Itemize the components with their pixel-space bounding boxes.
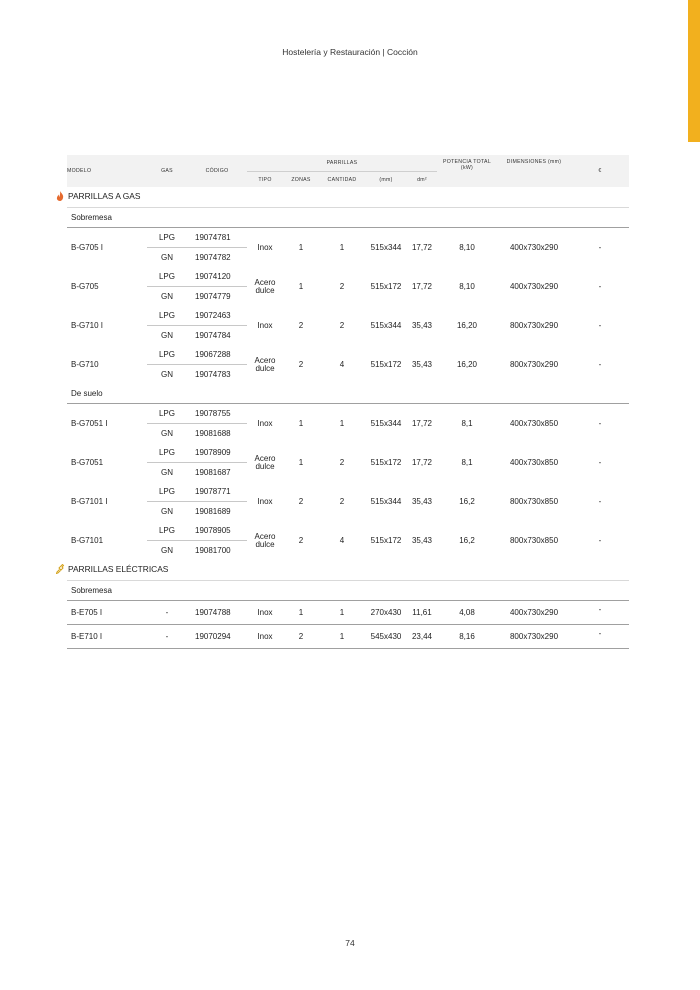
dimensions: 800x730x850 (509, 536, 559, 545)
grill-type: Inox (257, 418, 273, 428)
grill-quantity: 2 (339, 497, 345, 506)
grill-quantity: 2 (339, 458, 345, 467)
gas-section-heading (67, 187, 629, 208)
grill-quantity: 1 (319, 625, 365, 649)
model-name: B-G705 (71, 282, 99, 291)
total-power: 4,08 (437, 601, 497, 625)
gas-type-gn: GN (161, 546, 173, 555)
gas-type-gn: GN (161, 253, 173, 262)
subsection-row (67, 384, 629, 404)
col-header-modelo: MODELO (67, 155, 147, 187)
zones-count: 2 (298, 321, 304, 330)
price: - (598, 243, 602, 252)
grill-area-dm2: 17,72 (411, 243, 433, 252)
gas-type: - (147, 601, 187, 625)
dimensions: 400x730x290 (509, 243, 559, 252)
gas-type-lpg: LPG (147, 482, 187, 502)
product-code-gn: 19074779 (195, 292, 231, 301)
grill-quantity: 4 (339, 536, 345, 545)
gas-type-lpg: LPG (147, 267, 187, 287)
subsection-row (67, 208, 629, 228)
product-code-lpg: 19074120 (187, 267, 247, 287)
plug-icon (56, 564, 68, 576)
table-row (67, 404, 629, 424)
subsection-row-label: De suelo (67, 384, 629, 404)
price: - (598, 458, 602, 467)
col-header-zonas: ZONAS (283, 172, 319, 188)
col-header-parrillas: PARRILLAS (247, 155, 437, 172)
gas-type-gn: GN (161, 429, 173, 438)
grill-size-mm: 270x430 (365, 601, 407, 625)
gas-type: - (147, 625, 187, 649)
col-header-dimensiones: DIMENSIONES (mm) (497, 155, 571, 187)
table-row (67, 228, 629, 248)
grill-quantity: 1 (319, 601, 365, 625)
table-row (67, 482, 629, 502)
price: - (571, 625, 629, 649)
chapter-tab-marker (688, 0, 700, 142)
grill-type: Inox (247, 601, 283, 625)
model-name: B-E705 I (67, 601, 147, 625)
page-number: 74 (345, 938, 355, 948)
page-header-title: Hostelería y Restauración | Cocción (282, 47, 418, 57)
grill-spec-table (67, 155, 629, 649)
total-power: 16,2 (459, 497, 475, 506)
product-code-gn: 19074782 (195, 253, 231, 262)
electric-section-heading-title: PARRILLAS ELÉCTRICAS (68, 564, 169, 575)
gas-type-gn: GN (161, 331, 173, 340)
gas-type-gn: GN (161, 292, 173, 301)
price: - (598, 419, 602, 428)
col-header-dm2: dm² (407, 172, 437, 188)
zones-count: 2 (298, 536, 304, 545)
model-name: B-G705 I (71, 243, 104, 252)
grill-type: Acero dulce (254, 277, 276, 295)
col-header-mm: (mm) (365, 172, 407, 188)
dimensions: 400x730x850 (509, 458, 559, 467)
gas-type-lpg: LPG (147, 443, 187, 463)
total-power: 8,16 (437, 625, 497, 649)
dimensions: 800x730x290 (509, 321, 559, 330)
subsection-row (67, 581, 629, 601)
gas-type-gn: GN (161, 468, 173, 477)
grill-quantity: 4 (339, 360, 345, 369)
grill-area-dm2: 35,43 (411, 321, 433, 330)
grill-size-mm: 515x172 (370, 536, 402, 545)
gas-type-lpg: LPG (147, 404, 187, 424)
product-code-gn: 19081688 (195, 429, 231, 438)
grill-type: Inox (257, 320, 273, 330)
gas-type-lpg: LPG (147, 521, 187, 541)
gas-type-lpg: LPG (147, 306, 187, 326)
table-row (67, 443, 629, 463)
grill-area-dm2: 11,61 (407, 601, 437, 625)
product-code-gn: 19081700 (195, 546, 231, 555)
col-header-euro: € (571, 155, 629, 187)
grill-type: Inox (257, 242, 273, 252)
dimensions: 800x730x290 (509, 360, 559, 369)
product-code-gn: 19074784 (195, 331, 231, 340)
price: - (598, 282, 602, 291)
grill-size-mm: 515x344 (370, 419, 402, 428)
col-header-gas: GAS (147, 155, 187, 187)
product-code-lpg: 19078905 (187, 521, 247, 541)
gas-section-heading-title: PARRILLAS A GAS (68, 191, 141, 202)
product-code-lpg: 19078771 (187, 482, 247, 502)
price: - (598, 321, 602, 330)
gas-type-gn: GN (161, 370, 173, 379)
subsection-row-label: Sobremesa (67, 208, 629, 228)
model-name: B-G710 (71, 360, 99, 369)
dimensions: 400x730x850 (509, 419, 559, 428)
grill-area-dm2: 23,44 (407, 625, 437, 649)
electric-section-heading (67, 560, 629, 581)
product-code: 19074788 (187, 601, 247, 625)
col-header-potencia: POTENCIA TOTAL (kW) (437, 155, 497, 187)
grill-size-mm: 515x344 (370, 497, 402, 506)
model-name: B-G7101 (71, 536, 104, 545)
dimensions: 800x730x290 (497, 625, 571, 649)
price: - (598, 497, 602, 506)
table-row (67, 601, 629, 625)
total-power: 8,1 (461, 458, 473, 467)
gas-section-heading-title-cell (67, 187, 629, 208)
flame-icon (56, 191, 68, 203)
electric-section-heading-title-cell (67, 560, 629, 581)
price: - (598, 360, 602, 369)
grill-type: Acero dulce (254, 531, 276, 549)
zones-count: 1 (298, 458, 304, 467)
gas-type-lpg: LPG (147, 228, 187, 248)
grill-quantity: 1 (339, 419, 345, 428)
zones-count: 1 (298, 419, 304, 428)
total-power: 8,10 (459, 282, 475, 291)
zones-count: 1 (298, 282, 304, 291)
product-code-lpg: 19078909 (187, 443, 247, 463)
product-code-gn: 19081687 (195, 468, 231, 477)
col-header-cantidad: CANTIDAD (319, 172, 365, 188)
zones-count: 1 (283, 601, 319, 625)
model-name: B-G7051 I (71, 419, 108, 428)
total-power: 16,20 (456, 360, 478, 369)
grill-size-mm: 515x172 (370, 282, 402, 291)
model-name: B-E710 I (67, 625, 147, 649)
grill-size-mm: 515x172 (370, 360, 402, 369)
dimensions: 400x730x290 (497, 601, 571, 625)
table-row (67, 625, 629, 649)
table-row (67, 306, 629, 326)
grill-size-mm: 545x430 (365, 625, 407, 649)
grill-size-mm: 515x344 (370, 243, 402, 252)
grill-area-dm2: 35,43 (411, 497, 433, 506)
grill-type: Inox (257, 496, 273, 506)
grill-type: Inox (247, 625, 283, 649)
zones-count: 2 (298, 360, 304, 369)
total-power: 16,20 (456, 321, 478, 330)
model-name: B-G710 I (71, 321, 104, 330)
grill-quantity: 2 (339, 321, 345, 330)
grill-size-mm: 515x172 (370, 458, 402, 467)
product-code-lpg: 19067288 (187, 345, 247, 365)
product-code: 19070294 (187, 625, 247, 649)
grill-area-dm2: 17,72 (411, 419, 433, 428)
model-name: B-G7101 I (71, 497, 108, 506)
model-name: B-G7051 (71, 458, 104, 467)
gas-type-gn: GN (161, 507, 173, 516)
col-header-codigo: CÓDIGO (187, 155, 247, 187)
grill-type: Acero dulce (254, 355, 276, 373)
dimensions: 800x730x850 (509, 497, 559, 506)
zones-count: 1 (298, 243, 304, 252)
grill-area-dm2: 17,72 (411, 282, 433, 291)
product-code-gn: 19074783 (195, 370, 231, 379)
product-code-lpg: 19078755 (187, 404, 247, 424)
product-code-lpg: 19072463 (187, 306, 247, 326)
gas-type-lpg: LPG (147, 345, 187, 365)
zones-count: 2 (283, 625, 319, 649)
total-power: 8,10 (459, 243, 475, 252)
product-code-lpg: 19074781 (187, 228, 247, 248)
grill-size-mm: 515x344 (370, 321, 402, 330)
col-header-tipo: TIPO (247, 172, 283, 188)
table-row (67, 521, 629, 541)
subsection-row-label: Sobremesa (67, 581, 629, 601)
total-power: 8,1 (461, 419, 473, 428)
grill-quantity: 2 (339, 282, 345, 291)
price: - (598, 536, 602, 545)
grill-area-dm2: 35,43 (411, 360, 433, 369)
table-row (67, 345, 629, 365)
product-code-gn: 19081689 (195, 507, 231, 516)
grill-type: Acero dulce (254, 453, 276, 471)
table-row (67, 267, 629, 287)
zones-count: 2 (298, 497, 304, 506)
grill-quantity: 1 (339, 243, 345, 252)
grill-area-dm2: 35,43 (411, 536, 433, 545)
grill-area-dm2: 17,72 (411, 458, 433, 467)
total-power: 16,2 (459, 536, 475, 545)
dimensions: 400x730x290 (509, 282, 559, 291)
price: - (571, 601, 629, 625)
